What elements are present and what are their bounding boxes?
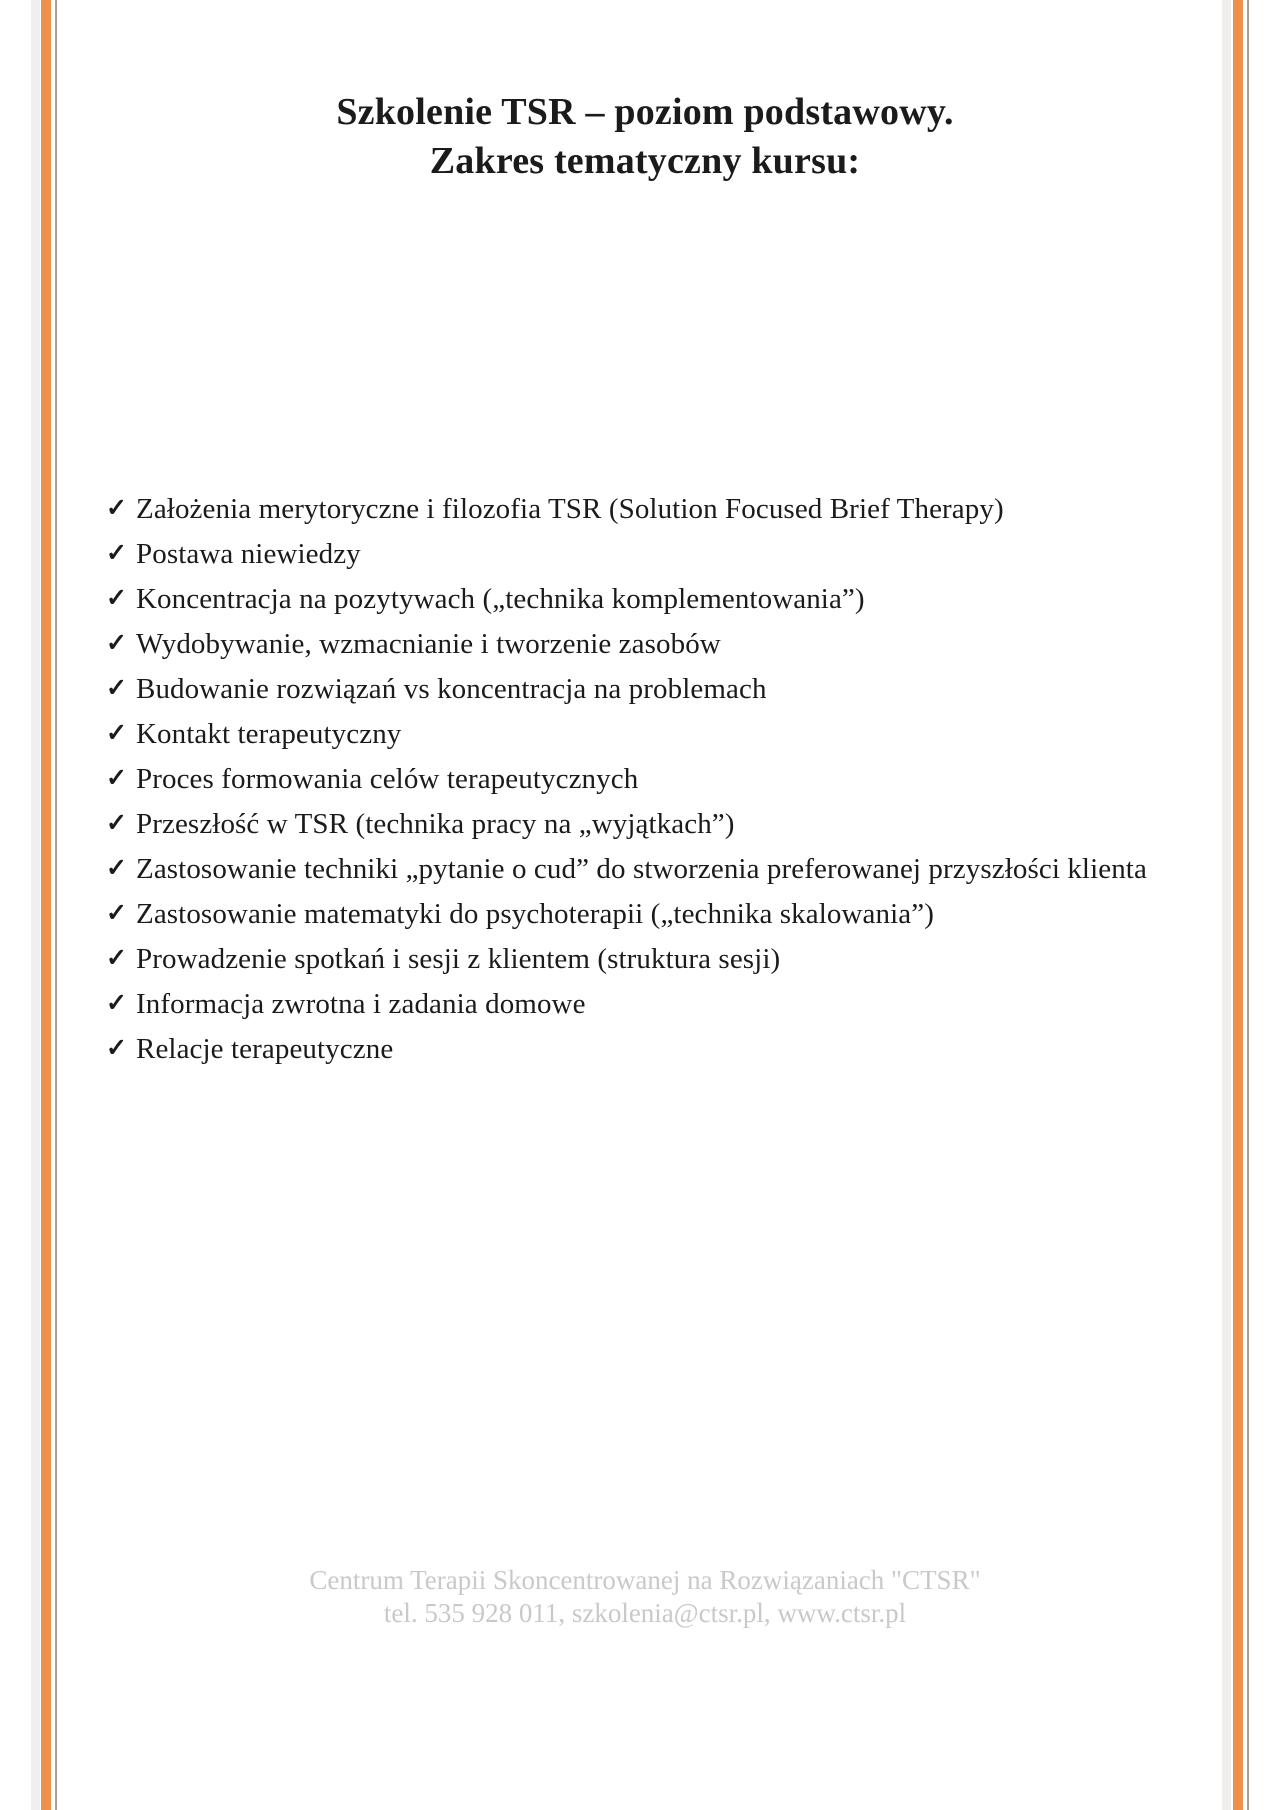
- topic-item: [106, 712, 1147, 757]
- checkmark-icon: ✓: [106, 855, 127, 882]
- topic-item: [106, 1027, 1147, 1072]
- topic-item: [106, 937, 1147, 982]
- topic-text: Przeszłość w TSR (technika pracy na „wyjątkach”): [136, 808, 735, 840]
- topic-item: [106, 892, 1147, 937]
- page-footer: [57, 1564, 1233, 1630]
- page-title-line1: Szkolenie TSR – poziom podstawowy.: [336, 91, 954, 133]
- topic-text: Relacje terapeutyczne: [136, 1033, 394, 1065]
- checkmark-icon: ✓: [106, 900, 127, 927]
- checkmark-icon: ✓: [106, 990, 127, 1017]
- topic-item: [106, 802, 1147, 847]
- footer-contact: tel. 535 928 011, szkolenia@ctsr.pl, www.ctsr.pl: [383, 1598, 907, 1628]
- left-border-light-band: [31, 0, 40, 1810]
- topic-item: [106, 757, 1147, 802]
- topic-text: Zastosowanie matematyki do psychoterapii („technika skalowania”): [136, 898, 934, 930]
- right-border-tan-line: [1247, 0, 1249, 1810]
- topics-list: [106, 487, 1147, 1072]
- topic-text: Informacja zwrotna i zadania domowe: [136, 988, 586, 1020]
- left-border-orange-bar: [41, 0, 51, 1810]
- left-border-tan-line: [55, 0, 57, 1810]
- checkmark-icon: ✓: [106, 585, 127, 612]
- topic-text: Postawa niewiedzy: [136, 538, 361, 570]
- topic-text: Kontakt terapeutyczny: [136, 718, 402, 750]
- checkmark-icon: ✓: [106, 675, 127, 702]
- checkmark-icon: ✓: [106, 945, 127, 972]
- topic-item: [106, 532, 1147, 577]
- checkmark-icon: ✓: [106, 810, 127, 837]
- right-border-light-band: [1222, 0, 1231, 1810]
- topic-text: Wydobywanie, wzmacnianie i tworzenie zasobów: [136, 628, 721, 660]
- topic-text: Zastosowanie techniki „pytanie o cud” do stworzenia preferowanej przyszłości klienta: [136, 853, 1147, 885]
- checkmark-icon: ✓: [106, 495, 127, 522]
- page-title: [57, 88, 1233, 186]
- topic-item: [106, 667, 1147, 712]
- topic-text: Prowadzenie spotkań i sesji z klientem (struktura sesji): [136, 943, 781, 975]
- checkmark-icon: ✓: [106, 630, 127, 657]
- right-border-orange-bar: [1233, 0, 1243, 1810]
- topic-text: Budowanie rozwiązań vs koncentracja na problemach: [136, 673, 767, 705]
- topic-item: [106, 487, 1147, 532]
- topic-item: [106, 982, 1147, 1027]
- page-title-line2: Zakres tematyczny kursu:: [429, 140, 861, 182]
- footer-organization: Centrum Terapii Skoncentrowanej na Rozwiązaniach "CTSR": [309, 1565, 981, 1595]
- topic-item: [106, 577, 1147, 622]
- checkmark-icon: ✓: [106, 720, 127, 747]
- checkmark-icon: ✓: [106, 1035, 127, 1062]
- topic-text: Koncentracja na pozytywach („technika komplementowania”): [136, 583, 865, 615]
- topic-item: [106, 847, 1147, 892]
- topic-text: Założenia merytoryczne i filozofia TSR (Solution Focused Brief Therapy): [136, 493, 1004, 525]
- checkmark-icon: ✓: [106, 765, 127, 792]
- topic-item: [106, 622, 1147, 667]
- topic-text: Proces formowania celów terapeutycznych: [136, 763, 639, 795]
- checkmark-icon: ✓: [106, 540, 127, 567]
